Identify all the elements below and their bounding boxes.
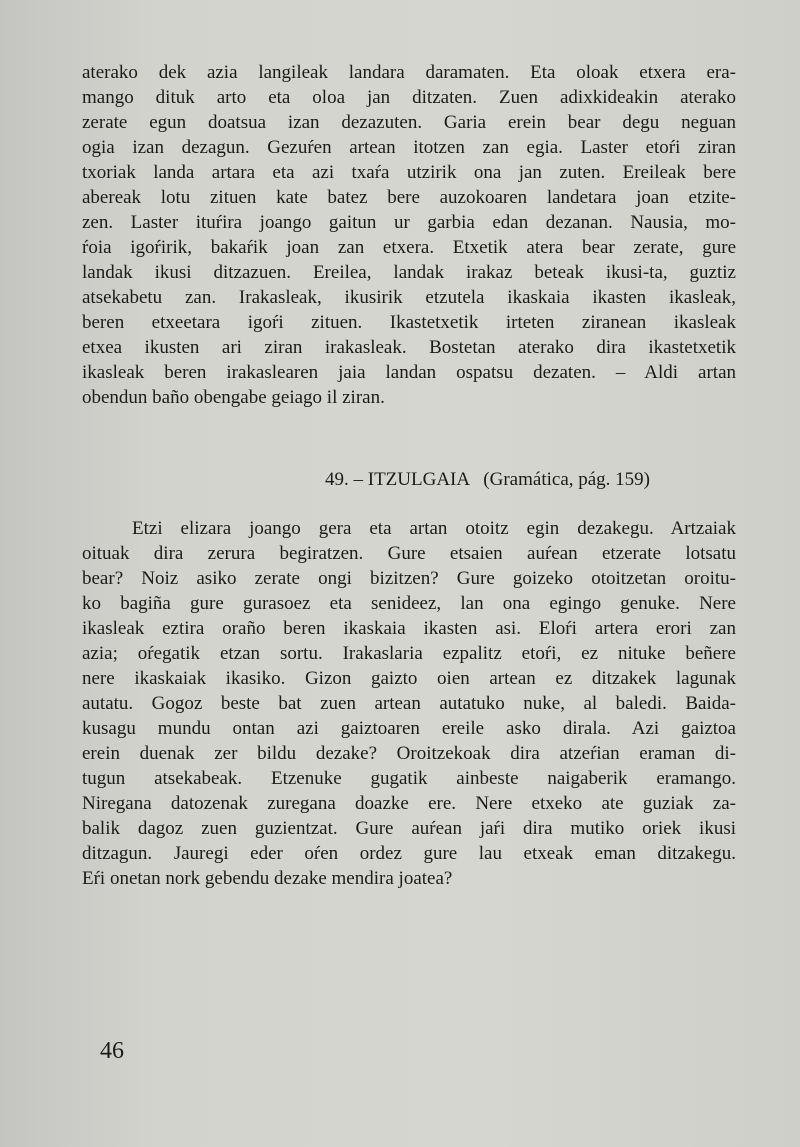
text-line: zen. Laster ituŕira joango gaitun ur garbia edan dezanan. Nausia, mo- [82, 212, 736, 233]
text-line: autatu. Gogoz beste bat zuen artean autatuko nuke, al baledi. Baida- [82, 693, 736, 714]
text-line: bear? Noiz asiko zerate ongi bizitzen? Gure goizeko otoitzetan oroitu- [82, 568, 736, 589]
text-line: Etzi elizara joango gera eta artan otoitz egin dezakegu. Artzaiak [132, 518, 736, 539]
text-line: atsekabetu zan. Irakasleak, ikusirik etzutela ikaskaia ikasten ikasleak, [82, 287, 736, 308]
exercise-heading: 49. – ITZULGAIA (Gramática, pág. 159) [325, 469, 651, 490]
text-line: ko bagiña gure gurasoez eta senideez, lan ona egingo genuke. Nere [82, 593, 736, 614]
text-line: ogia izan dezagun. Gezuŕen artean itotzen zan egia. Laster etoŕi ziran [82, 137, 736, 158]
text-line: txoriak landa artara eta azi txaŕa utzirik ona jan zuten. Ereileak bere [82, 162, 736, 183]
text-line: ikasleak beren irakaslearen jaia landan ospatsu dezaten. – Aldi artan [82, 362, 736, 383]
text-line: beren etxeetara igoŕi zituen. Ikastetxetik irteten ziranean ikasleak [82, 312, 736, 333]
text-line: balik dagoz zuen guzientzat. Gure auŕean jaŕi dira mutiko oriek ikusi [82, 818, 736, 839]
text-line: Eŕi onetan nork gebendu dezake mendira joatea? [82, 868, 453, 889]
text-line: ditzagun. Jauregi eder oŕen ordez gure lau etxeak eman ditzakegu. [82, 843, 736, 864]
text-line: zerate egun doatsua izan dezazuten. Garia erein bear degu neguan [82, 112, 736, 133]
text-line: abereak lotu zituen kate batez bere auzokoaren landetara joan etzite- [82, 187, 736, 208]
text-line: tugun atsekabeak. Etzenuke gugatik ainbeste naigaberik eramango. [82, 768, 736, 789]
text-line: mango dituk arto eta oloa jan ditzaten. Zuen adixkideakin aterako [82, 87, 736, 108]
text-line: kusagu mundu ontan azi gaiztoaren ereile asko dirala. Azi gaiztoa [82, 718, 736, 739]
page-number: 46 [100, 1038, 124, 1064]
text-line: erein duenak zer bildu dezake? Oroitzekoak dira atzeŕian eraman di- [82, 743, 736, 764]
text-line: ŕoia igoŕirik, bakaŕik joan zan etxera. Etxetik atera bear zerate, gure [82, 237, 736, 258]
text-line: etxea ikusten ari ziran irakasleak. Bostetan aterako dira ikastetxetik [82, 337, 736, 358]
text-line: ikasleak eztira oraño beren ikaskaia ikasten asi. Eloŕi artera erori zan [82, 618, 736, 639]
paragraph-1 [82, 60, 736, 410]
paragraph-2 [82, 516, 736, 891]
text-line: Niregana datozenak zuregana doazke ere. Nere etxeko ate guziak za- [82, 793, 736, 814]
text-line: landak ikusi ditzazuen. Ereilea, landak irakaz beteak ikusi-ta, guztiz [82, 262, 736, 283]
text-line: oituak dira zerura begiratzen. Gure etsaien auŕean etzerate lotsatu [82, 543, 736, 564]
text-line: azia; oŕegatik etzan sortu. Irakaslaria ezpalitz etoŕi, ez nituke beñere [82, 643, 736, 664]
text-line: aterako dek azia langileak landara daramaten. Eta oloak etxera era- [82, 62, 736, 83]
text-line: obendun baño obengabe geiago il ziran. [82, 387, 385, 408]
text-line: nere ikaskaiak ikasiko. Gizon gaizto oien artean ez ditzakek lagunak [82, 668, 736, 689]
